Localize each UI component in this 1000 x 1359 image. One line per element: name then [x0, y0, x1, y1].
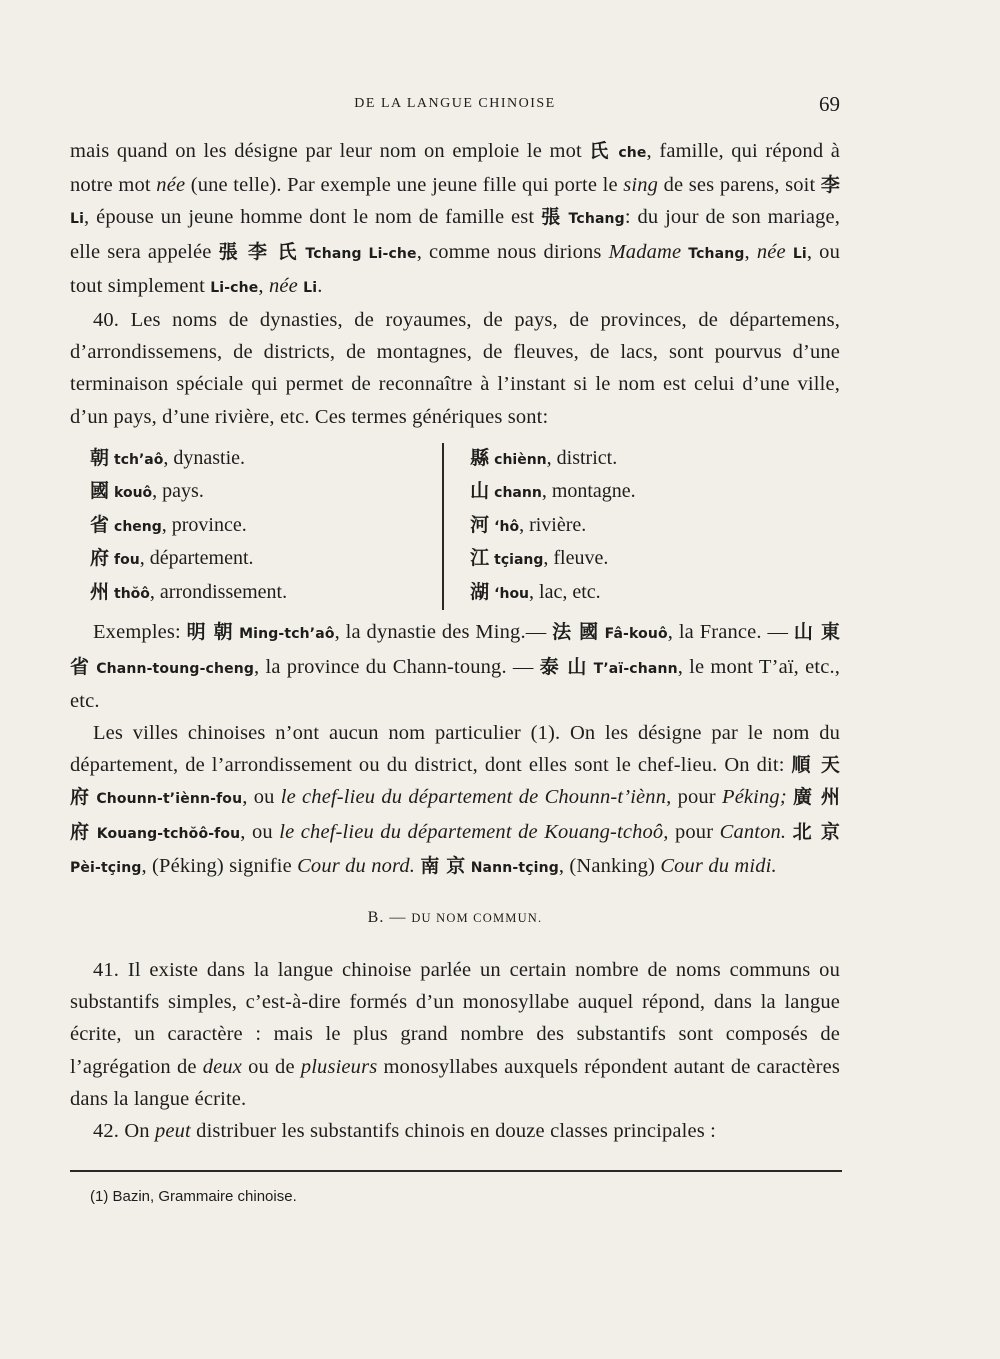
terms-column-right [442, 443, 670, 611]
term-gloss: , montagne. [541, 480, 636, 503]
paragraph-41 [70, 954, 840, 1115]
italic-term: sing [623, 174, 659, 197]
footnote: (1) Bazin, Grammaire chinoise. [90, 1188, 297, 1205]
chinese-characters: 明 朝 [186, 621, 234, 644]
romanization: Li [792, 245, 807, 262]
term-gloss: , arrondissement. [149, 580, 288, 603]
term-gloss: , pays. [152, 480, 204, 503]
chinese-characters: 順 天 府 [70, 754, 840, 809]
text-run [786, 241, 793, 263]
paragraph-number: 42. [93, 1119, 120, 1142]
page-header [70, 92, 840, 118]
chinese-character: 州 [90, 580, 110, 603]
romanization: Chann-toung-cheng [96, 660, 255, 677]
term-row [470, 510, 670, 544]
romanization: che [618, 145, 647, 161]
text-run: mais quand on les désigne par leur nom on emploie le mot [70, 140, 590, 162]
section-heading [70, 906, 840, 930]
text-run: , ou [242, 786, 281, 809]
romanization: tçiang [494, 552, 544, 569]
running-title: DE LA LANGUE CHINOISE [354, 96, 556, 111]
italic-term: Cour du midi. [660, 854, 777, 877]
romanization: tch’aô [114, 451, 164, 468]
chinese-character: 山 [470, 480, 490, 503]
chinese-characters: 法 國 [552, 621, 599, 644]
romanization: thŏô [114, 585, 150, 602]
term-gloss: , rivière. [519, 513, 587, 536]
text-run: , la dynastie des Ming.— [334, 621, 553, 644]
text-run: , le mont T’aï, etc., etc. [70, 655, 841, 712]
paragraph-number: 41. [93, 958, 120, 981]
text-run: , épouse un jeune homme dont le nom de famille est [84, 206, 542, 229]
term-row [90, 476, 442, 510]
term-gloss: , lac, etc. [529, 580, 601, 603]
text-run: , [258, 274, 269, 297]
romanization: cheng [114, 518, 162, 535]
romanization: ‘hô [494, 518, 520, 535]
chinese-character: 朝 [90, 446, 110, 469]
text-run: ou de [242, 1055, 301, 1078]
romanization: T’aï-chann [593, 660, 678, 677]
text-run: Les villes chinoises n’ont aucun nom particulier (1). On les désigne par le nom du département, de l’arrondissement ou du district, dont elles sont le chef-lieu. On dit: [70, 721, 840, 777]
text-run: pour [671, 786, 723, 809]
footnote-rule [70, 1170, 842, 1172]
term-row [470, 543, 670, 577]
chinese-character: 河 [470, 513, 490, 536]
paragraph-examples [70, 616, 840, 717]
italic-term: Madame [608, 240, 682, 263]
text-run: monosyllabes auxquels répondent autant de caractères dans la langue écrite. [70, 1055, 840, 1110]
text-run: (une telle). Par exemple une jeune fille qui porte le [185, 174, 624, 197]
italic-term: née [268, 274, 298, 297]
italic-term: née [156, 174, 186, 197]
italic-term: Cour du nord. [297, 854, 416, 877]
paragraph-40 [70, 304, 840, 433]
romanization: chann [494, 485, 542, 502]
romanization: Kouang-tchŏô-fou [96, 825, 241, 842]
romanization: Ming-tch’aô [239, 626, 335, 643]
italic-term: Péking; [722, 786, 787, 809]
romanization: ‘hou [494, 585, 530, 602]
text-run: . [317, 274, 323, 297]
romanization: Tchang [688, 245, 745, 262]
romanization: kouô [114, 485, 153, 502]
italic-term: le chef-lieu du département de Chounn-t’iènn, [280, 786, 672, 809]
term-gloss: , province. [161, 513, 247, 536]
chinese-character: 張 [541, 206, 562, 229]
paragraph-42 [70, 1115, 840, 1147]
romanization: Chounn-t’iènn-fou [96, 791, 243, 808]
italic-term: plusieurs [300, 1055, 378, 1078]
generic-terms-table [90, 443, 670, 611]
text-run: Les noms de dynasties, de royaumes, de pays, de provinces, de départemens, d’arrondissemens, de districts, de montagnes, de fleuves, de lacs, sont pourvus d’une terminaison spéciale qui permet de reconnaître à l’instant si le nom est celui d’une ville, d’un pays, d’une rivière, etc. Ces termes génériques sont: [70, 309, 840, 428]
text-run: Exemples: [93, 621, 187, 644]
term-gloss: , département. [139, 547, 254, 570]
romanization: Tchang [568, 211, 625, 228]
chinese-characters: 泰 山 [539, 655, 588, 678]
terms-column-left [90, 443, 442, 611]
text-run: , (Péking) signifie [141, 854, 298, 877]
romanization: chiènn [494, 451, 547, 468]
italic-term: Canton. [719, 820, 787, 843]
term-row [90, 443, 442, 477]
italic-term: deux [202, 1055, 243, 1078]
section-prefix: B. — [367, 908, 412, 926]
term-row [90, 543, 442, 577]
section-title-text: DU NOM COMMUN. [411, 910, 543, 925]
paragraph-villes [70, 717, 840, 884]
text-run: , [744, 240, 757, 263]
text-run: , ou [240, 820, 280, 843]
term-row [470, 476, 670, 510]
romanization: Fâ-kouô [604, 626, 668, 643]
text-run: , famille, qui répond à notre mot [70, 140, 840, 197]
chinese-character: 湖 [470, 580, 490, 603]
romanization: Li [70, 211, 85, 228]
chinese-character: 國 [90, 480, 110, 503]
chinese-character: 省 [90, 513, 110, 536]
text-run: , comme nous dirions [416, 240, 609, 263]
chinese-characters: 張 李 氏 [218, 240, 299, 263]
text-run: pour [668, 820, 720, 843]
term-row [90, 577, 442, 611]
romanization: Li-che [210, 279, 259, 296]
romanization: Nann-tçing [470, 859, 559, 876]
chinese-characters: 南 京 [420, 854, 466, 877]
chinese-character: 李 [820, 174, 840, 197]
text-run: , (Nanking) [558, 854, 661, 877]
romanization: Pèi-tçing [70, 859, 142, 876]
italic-term: peut [154, 1119, 191, 1142]
text-run: , ou tout simplement [70, 240, 840, 297]
text-run: , la France. — [667, 621, 794, 644]
chinese-character: 縣 [470, 446, 490, 469]
text-run: , la province du Chann-toung. — [254, 655, 540, 678]
text-run: Il existe dans la langue chinoise parlée un certain nombre de noms communs ou substantifs simples, c’est-à-dire formés d’un monosyllabe auquel répond, dans la langue écrite, un caractère : mais le plus grand nombre des substantifs sont composés de l’agrégation de [70, 958, 840, 1078]
chinese-characters: 山 東 省 [70, 621, 840, 678]
romanization: fou [114, 552, 140, 569]
term-row [90, 510, 442, 544]
chinese-character: 氏 [589, 140, 611, 162]
page-body [70, 135, 840, 1147]
term-gloss: , dynastie. [163, 446, 246, 469]
text-run: On [119, 1119, 155, 1142]
chinese-characters: 北 京 [792, 820, 841, 843]
italic-term: née [756, 240, 786, 263]
term-gloss: , fleuve. [543, 547, 609, 570]
term-row [470, 577, 670, 611]
romanization: Tchang Li-che [305, 245, 417, 262]
romanization: Li [303, 279, 318, 296]
text-run: de ses parens, soit [658, 174, 821, 197]
page-number: 69 [819, 92, 840, 116]
term-gloss: , district. [546, 446, 618, 469]
text-run: : du jour de son mariage, elle sera appelée [70, 206, 840, 263]
chinese-character: 府 [90, 547, 110, 570]
paragraph-number: 40. [93, 309, 120, 332]
chinese-character: 江 [470, 547, 490, 570]
term-row [470, 443, 670, 477]
italic-term: le chef-lieu du département de Kouang-tchoô, [279, 820, 669, 843]
paragraph-family-names [70, 135, 840, 304]
text-run: distribuer les substantifs chinois en douze classes principales : [190, 1119, 717, 1142]
chinese-characters: 廣 州 府 [70, 786, 841, 843]
